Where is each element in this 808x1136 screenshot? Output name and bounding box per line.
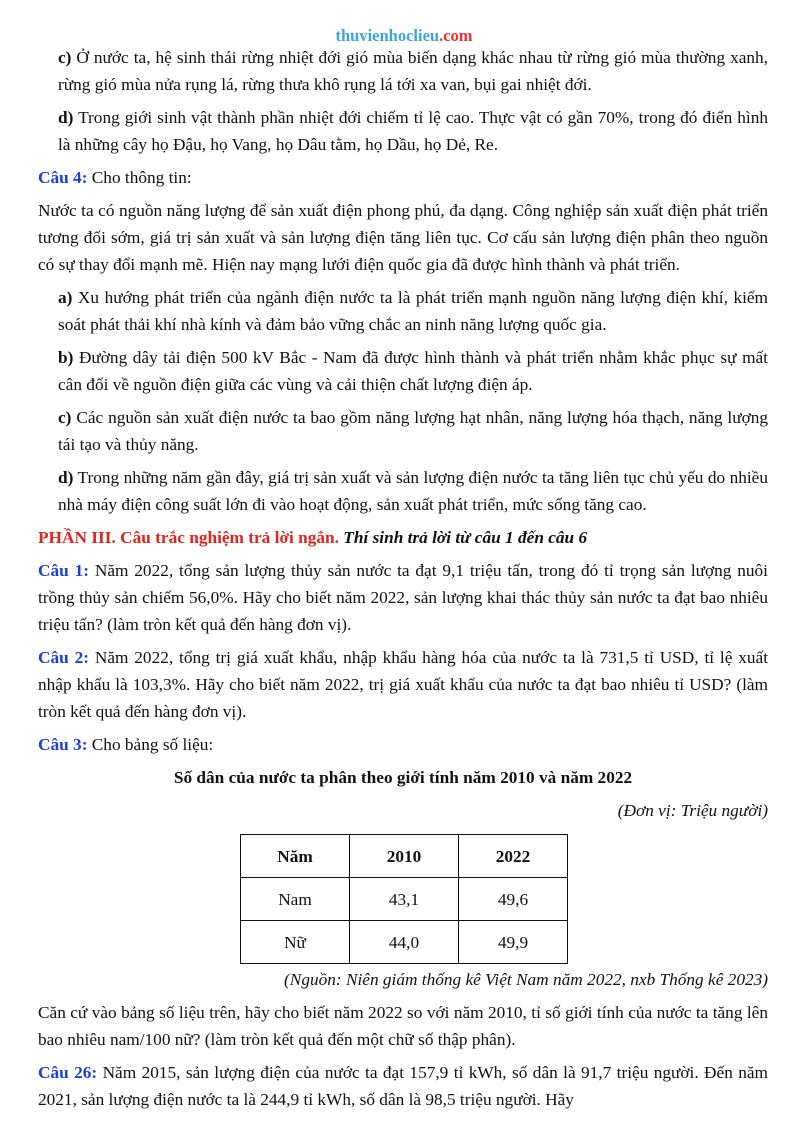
table-header-cell: 2022	[459, 835, 568, 878]
question-1: Câu 1: Năm 2022, tổng sản lượng thủy sản nước ta đạt 9,1 triệu tấn, trong đó tỉ trọng sản lượng nuôi trồng thủy sản chiếm 56,0%. Hãy cho biết năm 2022, sản lượng khai thác thủy sản nước ta đạt bao nhiêu triệu tấn? (làm tròn kết quả đến hàng đơn vị).	[38, 561, 768, 634]
question-4-statement-c: c) Các nguồn sản xuất điện nước ta bao gồm năng lượng hạt nhân, năng lượng hóa thạch, năng lượng tái tạo và thủy năng.	[58, 408, 768, 454]
question-4-heading: Câu 4: Cho thông tin:	[38, 168, 192, 187]
table-row	[241, 921, 568, 964]
question-4-statement-a: a) Xu hướng phát triển của ngành điện nước ta là phát triển mạnh nguồn năng lượng điện khí, kiểm soát phát thải khí nhà kính và đảm bảo vững chắc an ninh năng lượng quốc gia.	[58, 288, 768, 334]
question-label: Câu 1:	[38, 561, 89, 580]
question-4-statement-b: b) Đường dây tải điện 500 kV Bắc - Nam đã được hình thành và phát triển nhằm khắc phục sự mất cân đối về nguồn điện giữa các vùng và cải thiện chất lượng điện áp.	[58, 348, 768, 394]
question-26: Câu 26: Năm 2015, sản lượng điện của nước ta đạt 157,9 tỉ kWh, số dân là 91,7 triệu người. Đến năm 2021, sản lượng điện nước ta là 244,9 tỉ kWh, số dân là 98,5 triệu người. Hãy	[38, 1063, 768, 1109]
question-4-passage: Nước ta có nguồn năng lượng để sản xuất điện phong phú, đa dạng. Công nghiệp sản xuất điện phát triển tương đối sớm, giá trị sản xuất và sản lượng điện tăng liên tục. Cơ cấu sản lượng điện phân theo nguồn có sự thay đổi mạnh mẽ. Hiện nay mạng lưới điện quốc gia đã được hình thành và phát triển.	[38, 201, 768, 274]
question-label: Câu 3:	[38, 735, 88, 754]
table-row	[241, 878, 568, 921]
document-page	[38, 44, 768, 1113]
table-header-row	[241, 835, 568, 878]
section-subtitle: Thí sinh trả lời từ câu 1 đến câu 6	[338, 528, 588, 547]
question-3-text: Căn cứ vào bảng số liệu trên, hãy cho biết năm 2022 so với năm 2010, tỉ số giới tính của nước ta tăng lên bao nhiêu nam/100 nữ? (làm tròn kết quả đến một chữ số thập phân).	[38, 1003, 768, 1049]
table-cell: Nữ	[241, 921, 350, 964]
question-2: Câu 2: Năm 2022, tổng trị giá xuất khẩu, nhập khẩu hàng hóa của nước ta là 731,5 tỉ USD, tỉ lệ xuất nhập khẩu là 103,3%. Hãy cho biết năm 2022, trị giá xuất khẩu của nước ta đạt bao nhiêu tỉ USD? (làm tròn kết quả đến hàng đơn vị).	[38, 648, 768, 721]
question-3-heading: Câu 3: Cho bảng số liệu:	[38, 735, 214, 754]
table-cell: 44,0	[350, 921, 459, 964]
table-cell: 49,9	[459, 921, 568, 964]
section-title: PHẦN III. Câu trắc nghiệm trả lời ngắn.	[38, 528, 339, 547]
table-title: Số dân của nước ta phân theo giới tính năm 2010 và năm 2022	[173, 768, 633, 787]
table-cell: Nam	[241, 878, 350, 921]
table-cell: 49,6	[459, 878, 568, 921]
population-table	[240, 834, 568, 964]
site-tld: .com	[439, 26, 473, 45]
table-header-cell: Năm	[241, 835, 350, 878]
table-cell: 43,1	[350, 878, 459, 921]
question-4-statement-d: d) Trong những năm gần đây, giá trị sản xuất và sản lượng điện nước ta tăng liên tục chủ yếu do nhiều nhà máy điện công suất lớn đi vào hoạt động, sản xuất phát triển, mức sống tăng cao.	[58, 468, 768, 514]
section-3-heading	[38, 524, 768, 551]
site-name: thuvienhoclieu	[335, 26, 440, 45]
site-header	[0, 26, 808, 46]
question-label: Câu 2:	[38, 648, 89, 667]
statement-d: d) Trong giới sinh vật thành phần nhiệt đới chiếm tỉ lệ cao. Thực vật có gần 70%, trong đó điển hình là những cây họ Đậu, họ Vang, họ Dâu tằm, họ Dầu, họ Dẻ, Re.	[58, 108, 768, 154]
statement-c: c) Ở nước ta, hệ sinh thái rừng nhiệt đới gió mùa biến dạng khác nhau từ rừng gió mùa thường xanh, rừng gió mùa nửa rụng lá, rừng thưa khô rụng lá tới xa van, bụi gai nhiệt đới.	[58, 48, 768, 94]
question-label: Câu 26:	[38, 1063, 98, 1082]
question-label: Câu 4:	[38, 168, 88, 187]
table-unit: (Đơn vị: Triệu người)	[617, 801, 768, 820]
table-source: (Nguồn: Niên giám thống kê Việt Nam năm 2022, nxb Thống kê 2023)	[284, 970, 768, 989]
table-header-cell: 2010	[350, 835, 459, 878]
